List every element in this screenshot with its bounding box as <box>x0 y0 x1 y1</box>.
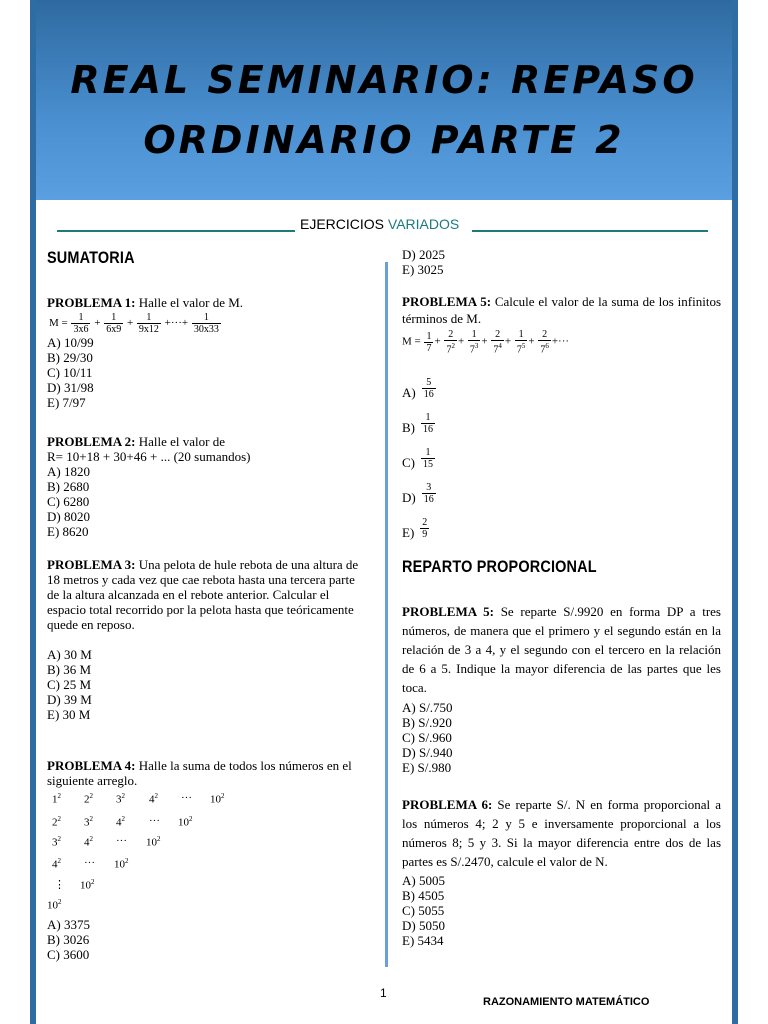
title-line-2: ORDINARIO PARTE 2 <box>143 118 625 162</box>
option: D) $\frac{3}{16}$ <box>402 482 434 505</box>
option: E) 8620 <box>47 524 89 539</box>
equation-m: M = $\frac{1}{3x6}$ + $\frac{1}{6x9}$ + $\frac{1}{9x12}$ +···+ $\frac{1}{30x33}$ <box>49 312 219 335</box>
option: D) 8020 <box>47 509 90 524</box>
option: B) 36 M <box>47 662 92 677</box>
option: B) S/.920 <box>402 715 452 730</box>
option: C) 3600 <box>47 947 90 962</box>
option: A) 3375 <box>47 917 90 932</box>
right-border <box>732 0 738 1024</box>
option: C) S/.960 <box>402 730 452 745</box>
option: E) $\frac{2}{9}$ <box>402 517 428 540</box>
option: D) 39 M <box>47 692 92 707</box>
option: D) 2025 <box>402 247 445 262</box>
option: C) 10/11 <box>47 365 93 380</box>
problem-5-options <box>402 365 437 540</box>
option: C) 5055 <box>402 903 445 918</box>
footer-subject: RAZONAMIENTO MATEMÁTICO <box>483 996 650 1008</box>
equation-series: M = $\frac{1}{7}$ + $\frac{2}{7^2}$ + $\frac{1}{7^3}$ + $\frac{2}{7^4}$ + $\frac{1}{7^5}$ + $\frac{2}{7^6}$ +··· <box>402 329 570 356</box>
problem-1: PROBLEMA 1: Halle el valor de M. M = $\frac{1}{3x6}$ + $\frac{1}{6x9}$ + $\frac{1}{9x12}$ +···+ $\frac{1}{30x33}$ A) 10/99 B) 29/30 C) 10/11 D) 31/98 E) 7/97 <box>47 295 367 410</box>
option: D) 31/98 <box>47 380 94 395</box>
option: E) 30 M <box>47 707 91 722</box>
option: B) 3026 <box>47 932 90 947</box>
page-title <box>36 50 732 170</box>
option: E) 3025 <box>402 262 444 277</box>
section-tab: EJERCICIOS VARIADOS <box>300 216 460 232</box>
problem-6-options <box>402 873 445 948</box>
problem-3: PROBLEMA 3: Una pelota de hule rebota de una altura de 18 metros y cada vez que cae rebota hasta una tercera parte de la altura alcanzada en el rebote anterior. Calcular el espacio total recorrido por la pelota hasta que teóricamente quede en reposo. A) 30 M B) 36 M C) 25 M D) 39 M E) 30 M <box>47 557 367 722</box>
option: A) $\frac{5}{16}$ <box>402 377 434 400</box>
option: A) S/.750 <box>402 700 453 715</box>
option: D) S/.940 <box>402 745 453 760</box>
problem-5: PROBLEMA 5: Calcule el valor de la suma de los infinitos términos de M. M = $\frac{1}{7}$ + $\frac{2}{7^2}$ + $\frac{1}{7^3}$ + $\frac{2}{7^4}$ + $\frac{1}{7^5}$ + $\frac{2}{7^6}$ +··· <box>402 294 721 356</box>
section-rule-right <box>472 230 708 232</box>
heading-sumatoria: SUMATORIA <box>47 248 135 267</box>
option: C) 25 M <box>47 677 92 692</box>
heading-reparto-proporcional: REPARTO PROPORCIONAL <box>402 557 597 576</box>
problem-4-options <box>47 917 367 962</box>
problem-6: PROBLEMA 6: Se reparte S/. N en forma proporcional a los números 4; 2 y 5 e inversamente proporcional a los números 8; 5 y 3. Si la mayor diferencia entre dos de las partes es S/.2470, calcule el valor de N. <box>402 797 721 869</box>
column-divider <box>385 262 388 967</box>
title-line-1: REAL SEMINARIO: REPASO <box>70 58 698 102</box>
problem-5b-options <box>402 700 453 775</box>
option: B) 4505 <box>402 888 445 903</box>
page-number: 1 <box>380 986 387 1000</box>
option: A) 1820 <box>47 464 90 479</box>
option: E) S/.980 <box>402 760 452 775</box>
problem-5b: PROBLEMA 5: Se reparte S/.9920 en forma DP a tres números, de manera que el primero y el segundo están en la relación de 3 a 4, y el segundo con el tercero en la relación de 6 a 5. Indique la mayor diferencia de las partes que les toca. <box>402 604 721 695</box>
problem-4-options-cont <box>402 247 445 277</box>
problem-2: PROBLEMA 2: Halle el valor de R= 10+18 + 30+46 + ... (20 sumandos) A) 1820 B) 2680 C) 6280 D) 8020 E) 8620 <box>47 434 367 539</box>
option: E) 5434 <box>402 933 444 948</box>
option: C) $\frac{1}{15}$ <box>402 447 433 470</box>
option: A) 10/99 <box>47 335 94 350</box>
option: B) $\frac{1}{16}$ <box>402 412 433 435</box>
problem-4: PROBLEMA 4: Halle la suma de todos los números en el siguiente arreglo. <box>47 758 352 788</box>
option: A) 30 M <box>47 647 92 662</box>
option: A) 5005 <box>402 873 445 888</box>
option: C) 6280 <box>47 494 90 509</box>
option: E) 7/97 <box>47 395 86 410</box>
option: B) 29/30 <box>47 350 93 365</box>
section-rule-left <box>57 230 295 232</box>
option: B) 2680 <box>47 479 90 494</box>
option: D) 5050 <box>402 918 445 933</box>
